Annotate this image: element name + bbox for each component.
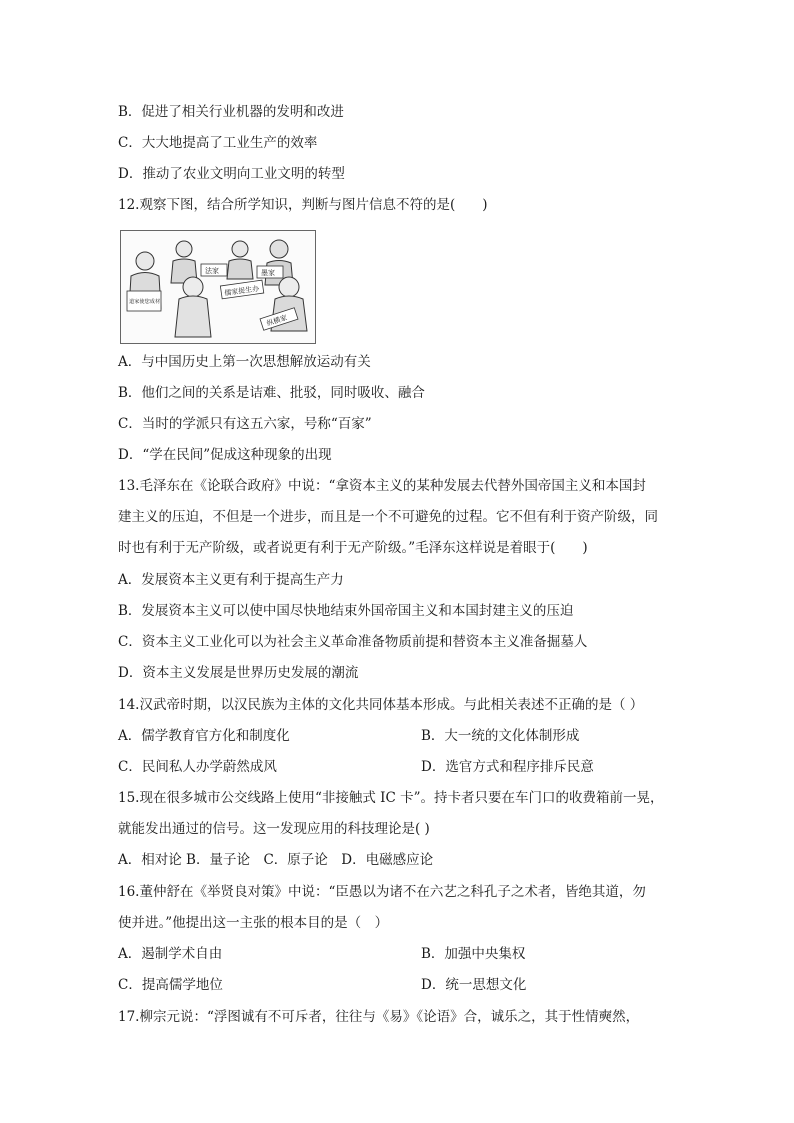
q13-stem-line-3: 时也有利于无产阶级，或者说更有利于无产阶级。”毛泽东这样说是着眼于( ) xyxy=(118,540,588,556)
q16-stem-line-2: 使并进。”他提出这一主张的根本目的是（ ） xyxy=(118,915,389,931)
q16-option-a: A．遏制学术自由 xyxy=(118,946,223,962)
q16-option-c: C．提高儒学地位 xyxy=(118,977,223,993)
q13-option-a: A．发展资本主义更有利于提高生产力 xyxy=(118,572,344,588)
q16-stem-line-1: 16.董仲舒在《举贤良对策》中说：“臣愚以为诸不在六艺之科孔子之术者，皆绝其道，勿 xyxy=(118,884,646,900)
q12-option-a: A．与中国历史上第一次思想解放运动有关 xyxy=(118,354,371,370)
q13-stem-line-2: 建主义的压迫，不但是一个进步，而且是一个不可避免的过程。它不但有利于资产阶级，同 xyxy=(118,509,658,525)
q11-option-b: B．促进了相关行业机器的发明和改进 xyxy=(118,104,344,120)
label-taoist: 道家使您成材 xyxy=(129,299,161,305)
q15-options: A．相对论 B．量子论 C．原子论 D．电磁感应论 xyxy=(118,852,434,868)
q13-option-d: D．资本主义发展是世界历史发展的潮流 xyxy=(118,665,359,681)
q13-option-b: B．发展资本主义可以使中国尽快地结束外国帝国主义和本国封建主义的压迫 xyxy=(118,603,574,619)
q11-option-d: D．推动了农业文明向工业文明的转型 xyxy=(118,166,345,182)
q16-option-b: B．加强中央集权 xyxy=(421,946,526,962)
q11-option-c: C．大大地提高了工业生产的效率 xyxy=(118,135,318,151)
q12-option-d: D．“学在民间”促成这种现象的出现 xyxy=(118,447,332,463)
label-confucian: 儒家捉生办 xyxy=(223,284,260,298)
q14-option-d: D．选官方式和程序排斥民意 xyxy=(421,759,594,775)
q14-option-a: A．儒学教育官方化和制度化 xyxy=(118,728,290,744)
hundred-schools-cartoon xyxy=(120,230,316,344)
q12-stem: 12.观察下图，结合所学知识，判断与图片信息不符的是( ) xyxy=(118,197,488,213)
q14-option-b: B．大一统的文化体制形成 xyxy=(421,728,580,744)
label-mohist: 墨家 xyxy=(261,269,275,277)
q15-stem-line-2: 就能发出通过的信号。这一发现应用的科技理论是( ) xyxy=(118,821,430,837)
q17-stem-line-1: 17.柳宗元说：“浮图诚有不可斥者，往往与《易》《论语》合，诚乐之，其于性情奭然， xyxy=(118,1009,640,1025)
q13-stem-line-1: 13.毛泽东在《论联合政府》中说：“拿资本主义的某种发展去代替外国帝国主义和本国封 xyxy=(118,478,646,494)
q13-option-c: C．资本主义工业化可以为社会主义革命准备物质前提和替资本主义准备掘墓人 xyxy=(118,634,588,650)
label-legalist: 法家 xyxy=(205,267,219,275)
q14-option-c: C．民间私人办学蔚然成风 xyxy=(118,759,277,775)
q14-stem: 14.汉武帝时期，以汉民族为主体的文化共同体基本形成。与此相关表述不正确的是（ ） xyxy=(118,697,644,713)
q16-option-d: D．统一思想文化 xyxy=(421,977,527,993)
label-diplomatist: 纵横家 xyxy=(265,313,289,328)
q12-option-c: C．当时的学派只有这五六家，号称“百家” xyxy=(118,416,372,432)
q15-stem-line-1: 15.现在很多城市公交线路上使用“非接触式 IC 卡”。持卡者只要在车门口的收费箱前一晃， xyxy=(118,790,664,806)
q12-option-b: B．他们之间的关系是诘难、批驳，同时吸收、融合 xyxy=(118,385,425,401)
